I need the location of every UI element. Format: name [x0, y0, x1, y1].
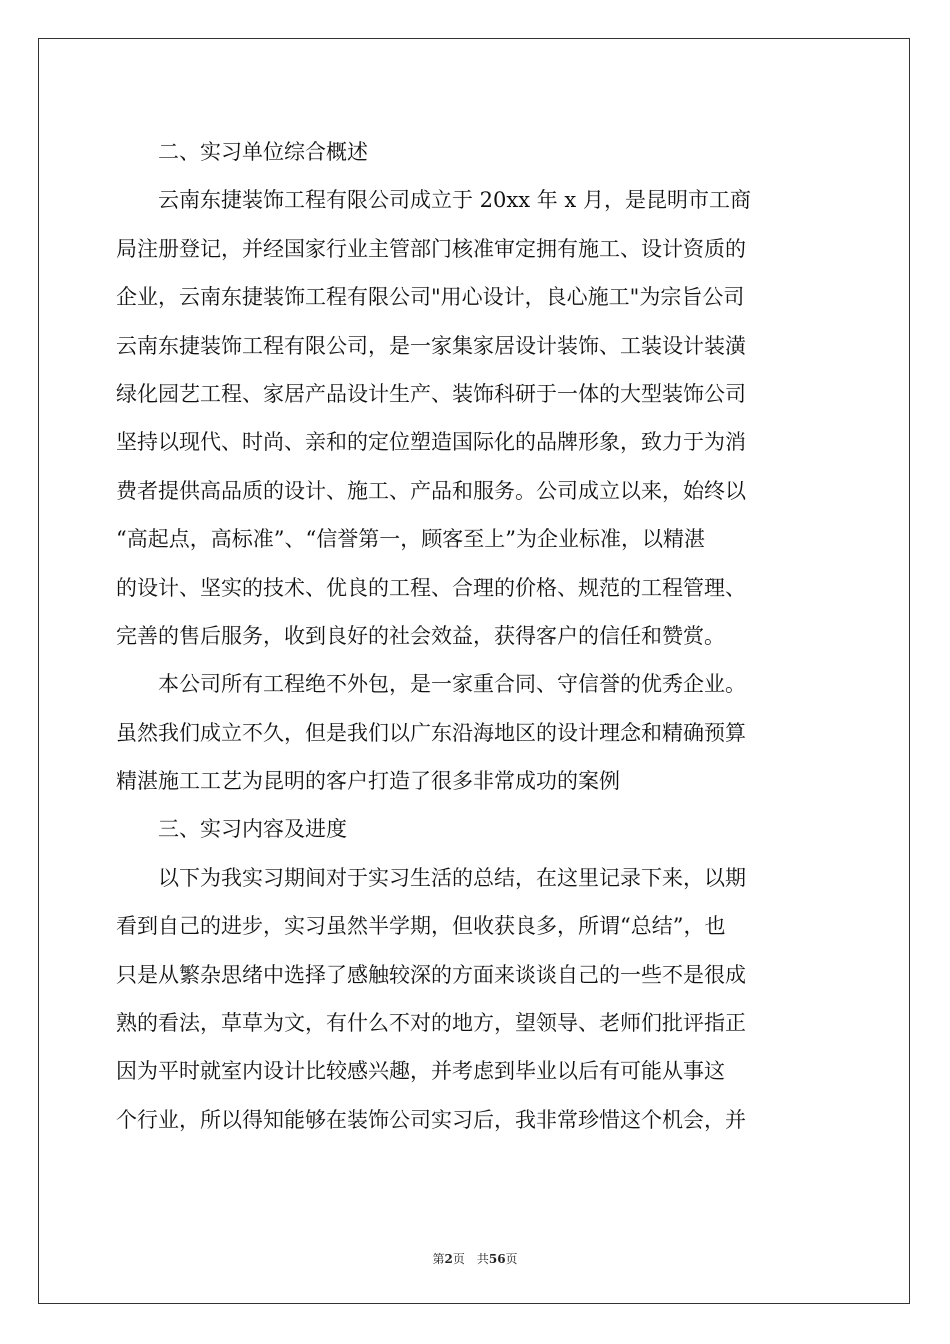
text-line: 完善的售后服务，收到良好的社会效益，获得客户的信任和赞赏。 — [116, 623, 725, 648]
page-number: 2 — [444, 1252, 453, 1266]
total-suffix: 页 — [505, 1252, 518, 1266]
page-footer — [0, 1250, 950, 1267]
text-line: 局注册登记，并经国家行业主管部门核准审定拥有施工、设计资质的 — [116, 236, 746, 261]
total-pages: 56 — [488, 1252, 506, 1266]
text-line: 费者提供高品质的设计、施工、产品和服务。公司成立以来，始终以 — [116, 478, 746, 503]
text-line: 以下为我实习期间对于实习生活的总结，在这里记录下来，以期 — [116, 865, 746, 890]
text-line: 云南东捷装饰工程有限公司，是一家集家居设计装饰、工装设计装潢 — [116, 333, 746, 358]
text-line: 虽然我们成立不久，但是我们以广东沿海地区的设计理念和精确预算 — [116, 720, 746, 745]
page-suffix: 页 — [452, 1252, 465, 1266]
total-prefix: 共 — [476, 1252, 489, 1266]
text-line: 坚持以现代、时尚、亲和的定位塑造国际化的品牌形象，致力于为消 — [116, 430, 746, 455]
page-prefix: 第 — [432, 1252, 445, 1266]
heading-section-2: 二、实习单位综合概述 — [116, 140, 368, 164]
text-line: 云南东捷装饰工程有限公司成立于 20xx 年 x 月，是昆明市工商 — [116, 188, 751, 213]
text-line: 企业，云南东捷装饰工程有限公司"用心设计，良心施工"为宗旨公司 — [116, 285, 745, 310]
document-body — [116, 128, 836, 1144]
text-line: 个行业，所以得知能够在装饰公司实习后，我非常珍惜这个机会，并 — [116, 1107, 746, 1132]
text-line: 看到自己的进步，实习虽然半学期，但收获良多，所谓“总结”，也 — [116, 914, 726, 939]
text-line: 因为平时就室内设计比较感兴趣，并考虑到毕业以后有可能从事这 — [116, 1059, 725, 1084]
text-line: 熟的看法，草草为文，有什么不对的地方，望领导、老师们批评指正 — [116, 1011, 746, 1036]
heading-section-3: 三、实习内容及进度 — [116, 817, 347, 842]
text-line: 的设计、坚实的技术、优良的工程、合理的价格、规范的工程管理、 — [116, 575, 746, 600]
text-line: 本公司所有工程绝不外包，是一家重合同、守信誉的优秀企业。 — [116, 672, 746, 697]
text-line: “高起点，高标准”、“信誉第一，顾客至上”为企业标准，以精湛 — [116, 527, 705, 552]
text-line: 绿化园艺工程、家居产品设计生产、装饰科研于一体的大型装饰公司 — [116, 381, 746, 406]
text-line: 精湛施工工艺为昆明的客户打造了很多非常成功的案例 — [116, 769, 620, 794]
text-line: 只是从繁杂思绪中选择了感触较深的方面来谈谈自己的一些不是很成 — [116, 962, 746, 987]
